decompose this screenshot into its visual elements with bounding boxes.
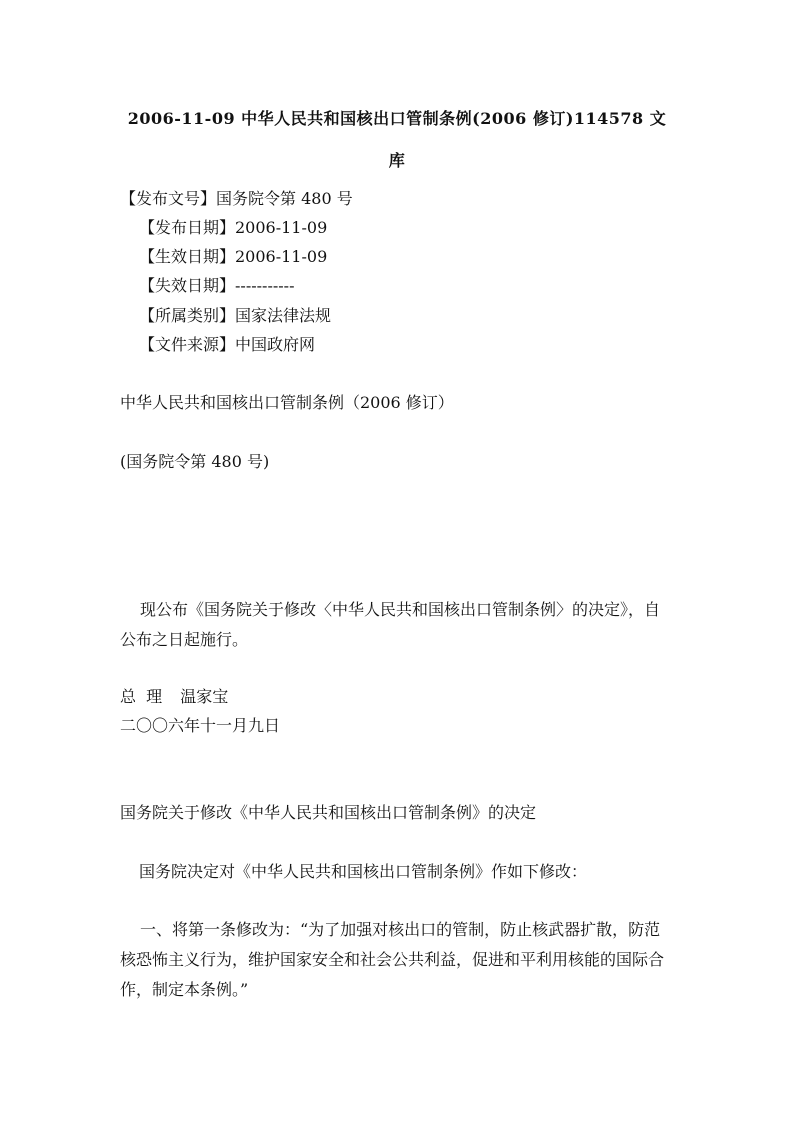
meta-effective-date: 【生效日期】2006-11-09	[139, 247, 328, 266]
decision-title: 国务院关于修改《中华人民共和国核出口管制条例》的决定	[120, 803, 537, 822]
decree-number: (国务院令第 480 号)	[120, 452, 270, 471]
document-title-line1: 2006-11-09 中华人民共和国核出口管制条例(2006 修订)114578 文	[127, 109, 667, 128]
signature-date: 二〇〇六年十一月九日	[120, 716, 281, 735]
amendment-1-paragraph: 一、将第一条修改为：“为了加强对核出口的管制，防止核武器扩散，防范核恐怖主义行为，维护国家安全和社会公共利益，促进和平利用核能的国际合作，制定本条例。”	[120, 920, 665, 999]
document-title-line2: 库	[388, 151, 406, 170]
premier-label: 总 理	[120, 687, 163, 706]
premier-name: 温家宝	[180, 687, 229, 706]
signature-line	[120, 684, 228, 707]
law-title: 中华人民共和国核出口管制条例（2006 修订）	[120, 393, 454, 412]
meta-publish-date: 【发布日期】2006-11-09	[139, 218, 328, 237]
meta-source: 【文件来源】中国政府网	[139, 335, 316, 354]
decision-intro: 国务院决定对《中华人民共和国核出口管制条例》作如下修改：	[139, 862, 588, 881]
meta-doc-number: 【发布文号】国务院令第 480 号	[120, 189, 353, 208]
meta-expiry-date: 【失效日期】-----------	[139, 276, 295, 295]
announcement-paragraph: 现公布《国务院关于修改〈中华人民共和国核出口管制条例〉的决定》，自公布之日起施行。	[120, 600, 661, 649]
meta-category: 【所属类别】国家法律法规	[139, 306, 332, 325]
